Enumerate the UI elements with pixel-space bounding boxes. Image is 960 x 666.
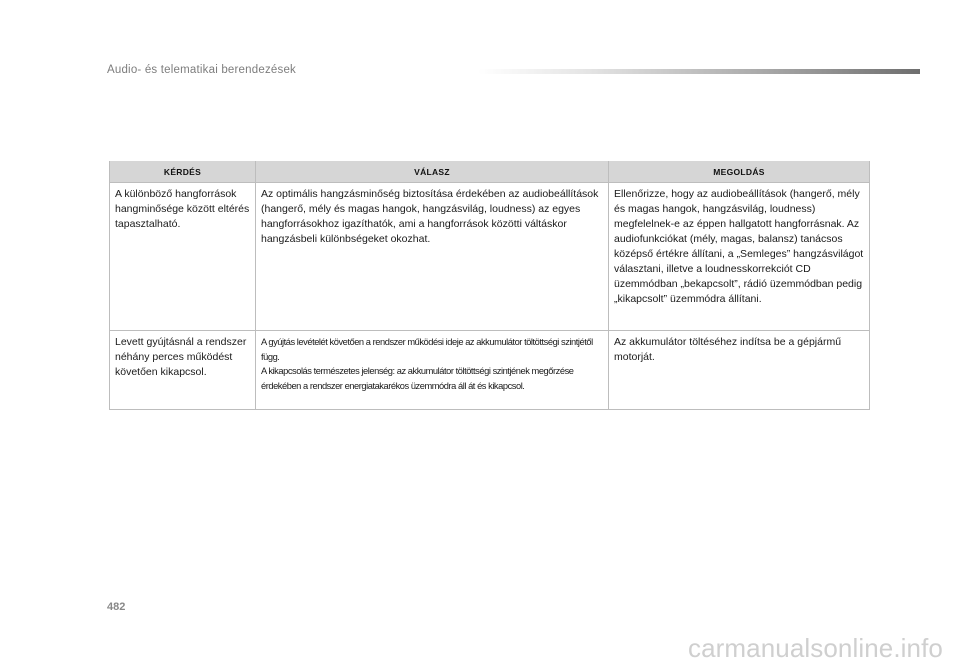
troubleshooting-table <box>109 161 870 410</box>
solution-cell: Ellenőrizze, hogy az audiobeállítások (hangerő, mély és magas hangok, hangzásvilág, loudness) megfelelnek-e az éppen hallgatott hangforrásnak. Az audiofunkciókat (mély, magas, balansz) tanácsos középső értékre állítani, a „Semleges” hangzásvilágot választani, illetve a loudnesskorrekciót CD üzemmódban „bekapcsolt”, rádió üzemmódban pedig „kikapcsolt” üzemmódra állítani. <box>609 183 870 331</box>
column-header-answer: VÁLASZ <box>256 161 609 183</box>
header-gradient-bar <box>478 69 920 74</box>
question-cell: Levett gyújtásnál a rendszer néhány perces működést követően kikapcsol. <box>110 331 256 410</box>
table-row <box>110 183 870 331</box>
question-cell: A különböző hangforrások hangminősége között eltérés tapasztalható. <box>110 183 256 331</box>
column-header-question: KÉRDÉS <box>110 161 256 183</box>
table-row <box>110 331 870 410</box>
answer-cell: Az optimális hangzásminőség biztosítása érdekében az audiobeállítások (hangerő, mély és magas hangok, hangzásvilág, loudness) az egyes hangforrásokhoz igazíthatók, ami a hangforrások közötti váltáskor hangzásbeli különbségeket okozhat. <box>256 183 609 331</box>
solution-cell: Az akkumulátor töltéséhez indítsa be a gépjármű motorját. <box>609 331 870 410</box>
table-header-row <box>110 161 870 183</box>
answer-paragraph: A gyújtás levételét követően a rendszer működési ideje az akkumulátor töltöttségi szintjétől függ. <box>261 337 593 362</box>
answer-cell <box>256 331 609 410</box>
answer-paragraph: A kikapcsolás természetes jelenség: az akkumulátor töltöttségi szintjének megőrzése érdekében a rendszer energiatakarékos üzemmódra áll át és kikapcsol. <box>261 366 574 391</box>
column-header-solution: MEGOLDÁS <box>609 161 870 183</box>
page-number: 482 <box>107 601 126 613</box>
watermark: carmanualsonline.info <box>687 633 943 663</box>
section-title: Audio- és telematikai berendezések <box>107 64 296 76</box>
